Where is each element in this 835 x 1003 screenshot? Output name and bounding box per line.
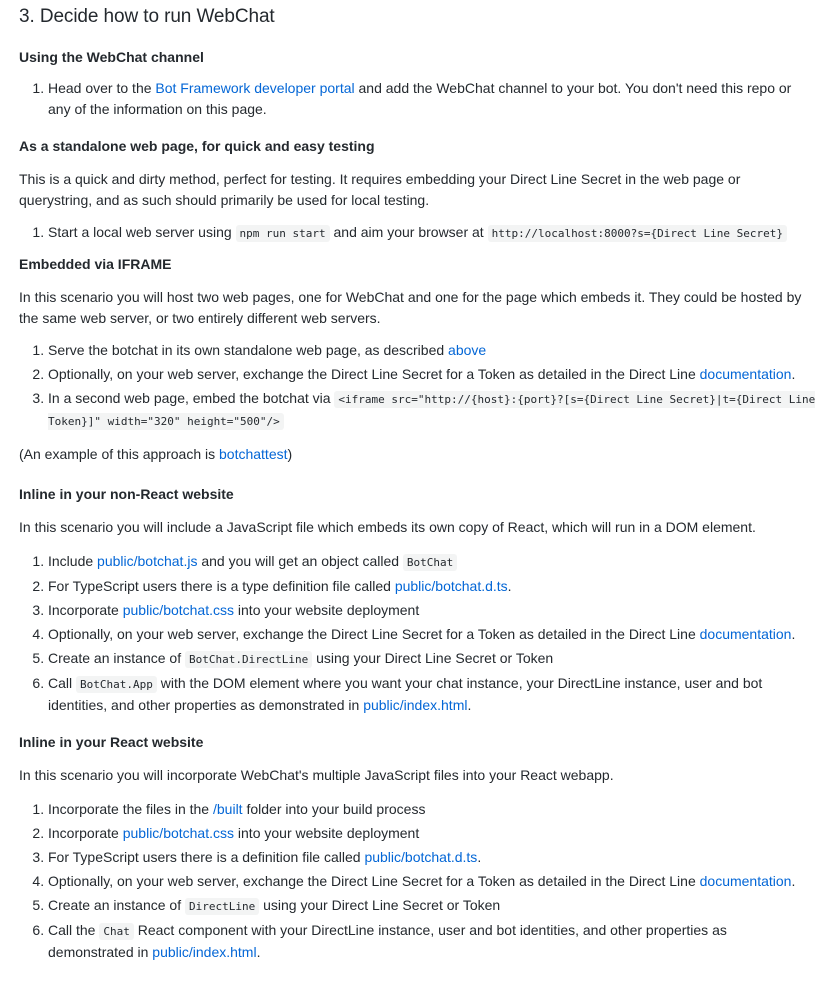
list-item: 6. Call the Chat React component with your DirectLine instance, user and bot identities, and other properties as demonstrated in public/index.html.: [48, 920, 816, 963]
list-item: 1. Start a local web server using npm run start and aim your browser at http://localhost:8000?s={Direct Line Secret}: [48, 222, 816, 244]
paragraph-iframe: In this scenario you will host two web pages, one for WebChat and one for the page which embeds it. They could be hosted by the same web server, or two entirely different web servers.: [19, 289, 802, 326]
paragraph-nonreact: In this scenario you will include a JavaScript file which embeds its own copy of React, which will run in a DOM element.: [19, 519, 756, 535]
botchattest-link[interactable]: botchattest: [219, 446, 288, 462]
above-link[interactable]: above: [448, 342, 487, 358]
list-item: 5. Create an instance of DirectLine using your Direct Line Secret or Token: [48, 895, 816, 917]
list-item: 1. Serve the botchat in its own standalone web page, as described above: [48, 340, 816, 361]
list-item: 4. Optionally, on your web server, exchange the Direct Line Secret for a Token as detailed in the Direct Line documentation.: [48, 871, 816, 892]
list-item: 1. Include public/botchat.js and you will get an object called BotChat: [48, 551, 816, 573]
list-item: 3. For TypeScript users there is a definition file called public/botchat.d.ts.: [48, 847, 816, 868]
botchat-css-link[interactable]: public/botchat.css: [122, 602, 235, 618]
list-iframe: [19, 340, 816, 432]
paragraph-iframe-example: (An example of this approach is botchattest): [19, 446, 293, 462]
list-item: 1. Head over to the Bot Framework developer portal and add the WebChat channel to your bot. You don't need this repo or any of the information on this page.: [48, 78, 816, 120]
built-folder-link[interactable]: /built: [213, 801, 243, 817]
list-item: 2. Optionally, on your web server, exchange the Direct Line Secret for a Token as detailed in the Direct Line documentation.: [48, 364, 816, 385]
list-webchat-channel: [19, 78, 816, 120]
code-botchat: BotChat: [403, 554, 457, 571]
list-nonreact: [19, 551, 816, 716]
list-item: 6. Call BotChat.App with the DOM element where you want your chat instance, your DirectLine instance, user and bot identities, and other properties as demonstrated in public/index.html.: [48, 673, 816, 716]
list-react: [19, 799, 816, 963]
section-title: 3. Decide how to run WebChat: [19, 6, 275, 27]
heading-react: Inline in your React website: [19, 734, 204, 750]
index-html-link[interactable]: public/index.html: [363, 697, 468, 713]
code-chat: Chat: [99, 923, 134, 940]
list-item: 2. For TypeScript users there is a type definition file called public/botchat.d.ts.: [48, 576, 816, 597]
list-item: 4. Optionally, on your web server, exchange the Direct Line Secret for a Token as detailed in the Direct Line documentation.: [48, 624, 816, 645]
list-item: 3. Incorporate public/botchat.css into your website deployment: [48, 600, 816, 621]
bot-framework-portal-link[interactable]: Bot Framework developer portal: [155, 80, 355, 96]
index-html-link[interactable]: public/index.html: [152, 944, 257, 960]
heading-nonreact: Inline in your non-React website: [19, 486, 234, 502]
list-item: 3. In a second web page, embed the botchat via <iframe src="http://{host}:{port}?[s={Direct Line Secret}|t={Direct Line Token}]" width="320" height="500"/>: [48, 388, 816, 432]
list-item: 2. Incorporate public/botchat.css into your website deployment: [48, 823, 816, 844]
code-npm-run-start: npm run start: [236, 225, 330, 242]
list-standalone: [19, 222, 816, 244]
paragraph-standalone: This is a quick and dirty method, perfect for testing. It requires embedding your Direct Line Secret in the web page or querystring, and as such should primarily be used for local testing.: [19, 171, 741, 208]
code-iframe-snippet: <iframe src="http://{host}:{port}?[s={Direct Line Secret}|t={Direct Line Token}]" width="320" height="500"/>: [48, 393, 816, 428]
list-item: 1. Incorporate the files in the /built folder into your build process: [48, 799, 816, 820]
list-item: 5. Create an instance of BotChat.DirectLine using your Direct Line Secret or Token: [48, 648, 816, 670]
botchat-css-link[interactable]: public/botchat.css: [122, 825, 235, 841]
code-botchat-app: BotChat.App: [76, 676, 157, 693]
paragraph-react: In this scenario you will incorporate WebChat's multiple JavaScript files into your React webapp.: [19, 767, 614, 783]
documentation-link[interactable]: documentation: [699, 626, 792, 642]
botchat-dts-link[interactable]: public/botchat.d.ts: [364, 849, 478, 865]
documentation-link[interactable]: documentation: [699, 873, 792, 889]
botchat-js-link[interactable]: public/botchat.js: [97, 553, 198, 569]
heading-webchat-channel: Using the WebChat channel: [19, 49, 204, 65]
code-directline: DirectLine: [185, 898, 259, 915]
code-botchat-directline: BotChat.DirectLine: [185, 651, 312, 668]
botchat-dts-link[interactable]: public/botchat.d.ts: [394, 578, 508, 594]
code-localhost-url: http://localhost:8000?s={Direct Line Secret}: [488, 225, 787, 242]
documentation-link[interactable]: documentation: [699, 366, 792, 382]
heading-standalone: As a standalone web page, for quick and easy testing: [19, 138, 375, 154]
heading-iframe: Embedded via IFRAME: [19, 256, 172, 272]
